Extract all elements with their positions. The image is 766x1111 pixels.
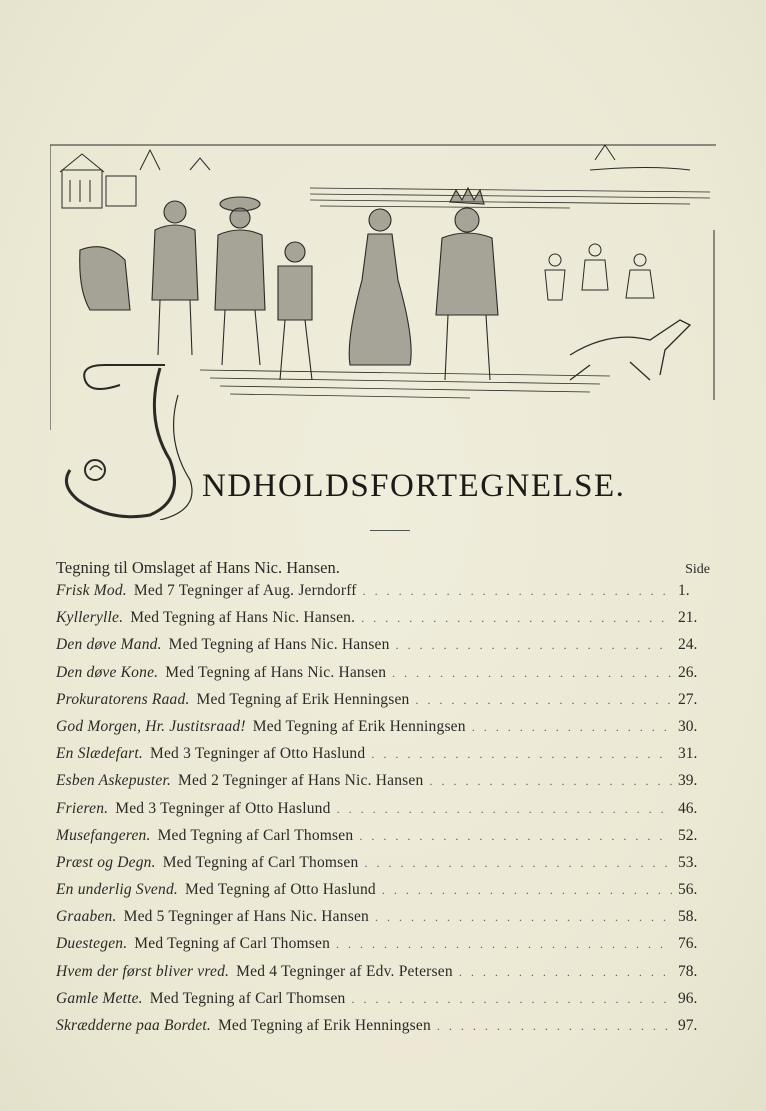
entry-page-number: 46. <box>678 799 698 817</box>
toc-entry <box>56 609 712 636</box>
toc-entry <box>56 718 712 745</box>
dot-leader <box>459 965 672 980</box>
entry-title: Skrædderne paa Bordet. <box>56 1017 211 1034</box>
toc-entry <box>56 1017 712 1044</box>
entry-description: Med Tegning af Hans Nic. Hansen. <box>130 609 356 627</box>
entry-page-number: 24. <box>678 636 698 654</box>
toc-entry <box>56 935 712 962</box>
entry-page-number: 26. <box>678 663 698 681</box>
dot-leader <box>336 937 672 952</box>
entry-title: Den døve Kone. <box>56 663 159 681</box>
entry-description: Med Tegning af Carl Thomsen <box>149 989 346 1007</box>
entry-description: Med Tegning af Hans Nic. Hansen <box>165 663 387 681</box>
dot-leader <box>361 611 672 626</box>
dot-leader <box>396 638 672 653</box>
entry-title: En underlig Svend. <box>56 881 178 899</box>
entry-description: Med Tegning af Erik Henningsen <box>252 717 466 735</box>
page-title: NDHOLDSFORTEGNELSE. <box>202 468 626 504</box>
entry-title: Prokuratorens Raad. <box>56 690 190 708</box>
entry-page-number: 97. <box>678 1017 698 1034</box>
toc-entry <box>56 881 712 908</box>
entry-page-number: 52. <box>678 826 698 844</box>
entry-title: En Slædefart. <box>56 745 143 763</box>
dot-leader <box>382 883 672 898</box>
entry-title: Den døve Mand. <box>56 636 162 654</box>
entry-title: Gamle Mette. <box>56 989 143 1007</box>
entry-title: Kyllerylle. <box>56 609 124 627</box>
entry-description: Med Tegning af Erik Henningsen <box>196 690 410 708</box>
toc-entry <box>56 908 712 935</box>
entry-description: Med Tegning af Carl Thomsen <box>162 853 359 871</box>
dot-leader <box>429 774 672 789</box>
dot-leader <box>371 747 672 762</box>
entry-title: Musefangeren. <box>56 826 151 844</box>
page-column-label: Side <box>685 562 710 577</box>
entry-description: Med 4 Tegninger af Edv. Petersen <box>236 962 453 980</box>
entry-title: Esben Askepuster. <box>56 772 172 790</box>
dot-leader <box>437 1019 672 1034</box>
toc-entry <box>56 636 712 663</box>
entry-description: Med Tegning af Carl Thomsen <box>134 935 331 953</box>
toc-entry <box>56 827 712 854</box>
entry-page-number: 1. <box>678 582 690 599</box>
dot-leader <box>472 720 672 735</box>
toc-entry <box>56 664 712 691</box>
entry-page-number: 78. <box>678 962 698 980</box>
entry-description: Med 3 Tegninger af Otto Haslund <box>150 745 366 763</box>
entry-page-number: 31. <box>678 745 698 763</box>
toc-entries <box>56 582 712 1044</box>
entry-title: Præst og Degn. <box>56 853 156 871</box>
toc-entry <box>56 745 712 772</box>
toc-entry <box>56 691 712 718</box>
entry-page-number: 30. <box>678 717 698 735</box>
dot-leader <box>352 992 672 1007</box>
entry-title: Duestegen. <box>56 935 128 953</box>
entry-description: Med Tegning af Carl Thomsen <box>157 826 354 844</box>
header-illustration <box>50 140 716 520</box>
entry-description: Med 5 Tegninger af Hans Nic. Hansen <box>123 908 369 926</box>
toc-entry <box>56 772 712 799</box>
entry-page-number: 56. <box>678 881 698 899</box>
entry-page-number: 39. <box>678 772 698 790</box>
entry-description: Med 3 Tegninger af Otto Haslund <box>115 799 331 817</box>
entry-page-number: 27. <box>678 690 698 708</box>
toc-entry <box>56 963 712 990</box>
dot-leader <box>359 829 672 844</box>
table-of-contents <box>56 558 712 1044</box>
entry-page-number: 76. <box>678 935 698 953</box>
toc-entry <box>56 800 712 827</box>
toc-entry <box>56 854 712 881</box>
dot-leader <box>363 584 672 599</box>
entry-description: Med Tegning af Hans Nic. Hansen <box>168 636 390 654</box>
dot-leader <box>337 802 672 817</box>
entry-page-number: 96. <box>678 989 698 1007</box>
dot-leader <box>364 856 672 871</box>
dot-leader <box>375 910 672 925</box>
divider-rule <box>370 530 410 531</box>
entry-page-number: 53. <box>678 853 698 871</box>
entry-title: Hvem der først bliver vred. <box>56 962 230 980</box>
dot-leader <box>416 693 672 708</box>
entry-page-number: 21. <box>678 609 698 627</box>
entry-description: Med 7 Tegninger af Aug. Jerndorff <box>133 582 357 599</box>
entry-description: Med Tegning af Otto Haslund <box>184 881 376 899</box>
toc-intro: Tegning til Omslaget af Hans Nic. Hansen. <box>56 558 340 577</box>
toc-intro-row <box>56 558 712 582</box>
toc-entry <box>56 582 712 609</box>
entry-description: Med 2 Tegninger af Hans Nic. Hansen <box>178 772 424 790</box>
entry-title: Graaben. <box>56 908 117 926</box>
entry-title: Frisk Mod. <box>56 582 127 599</box>
entry-description: Med Tegning af Erik Henningsen <box>217 1017 431 1034</box>
entry-title: God Morgen, Hr. Justitsraad! <box>56 717 246 735</box>
entry-title: Frieren. <box>56 799 109 817</box>
entry-page-number: 58. <box>678 908 698 926</box>
dot-leader <box>392 666 672 681</box>
toc-entry <box>56 990 712 1017</box>
